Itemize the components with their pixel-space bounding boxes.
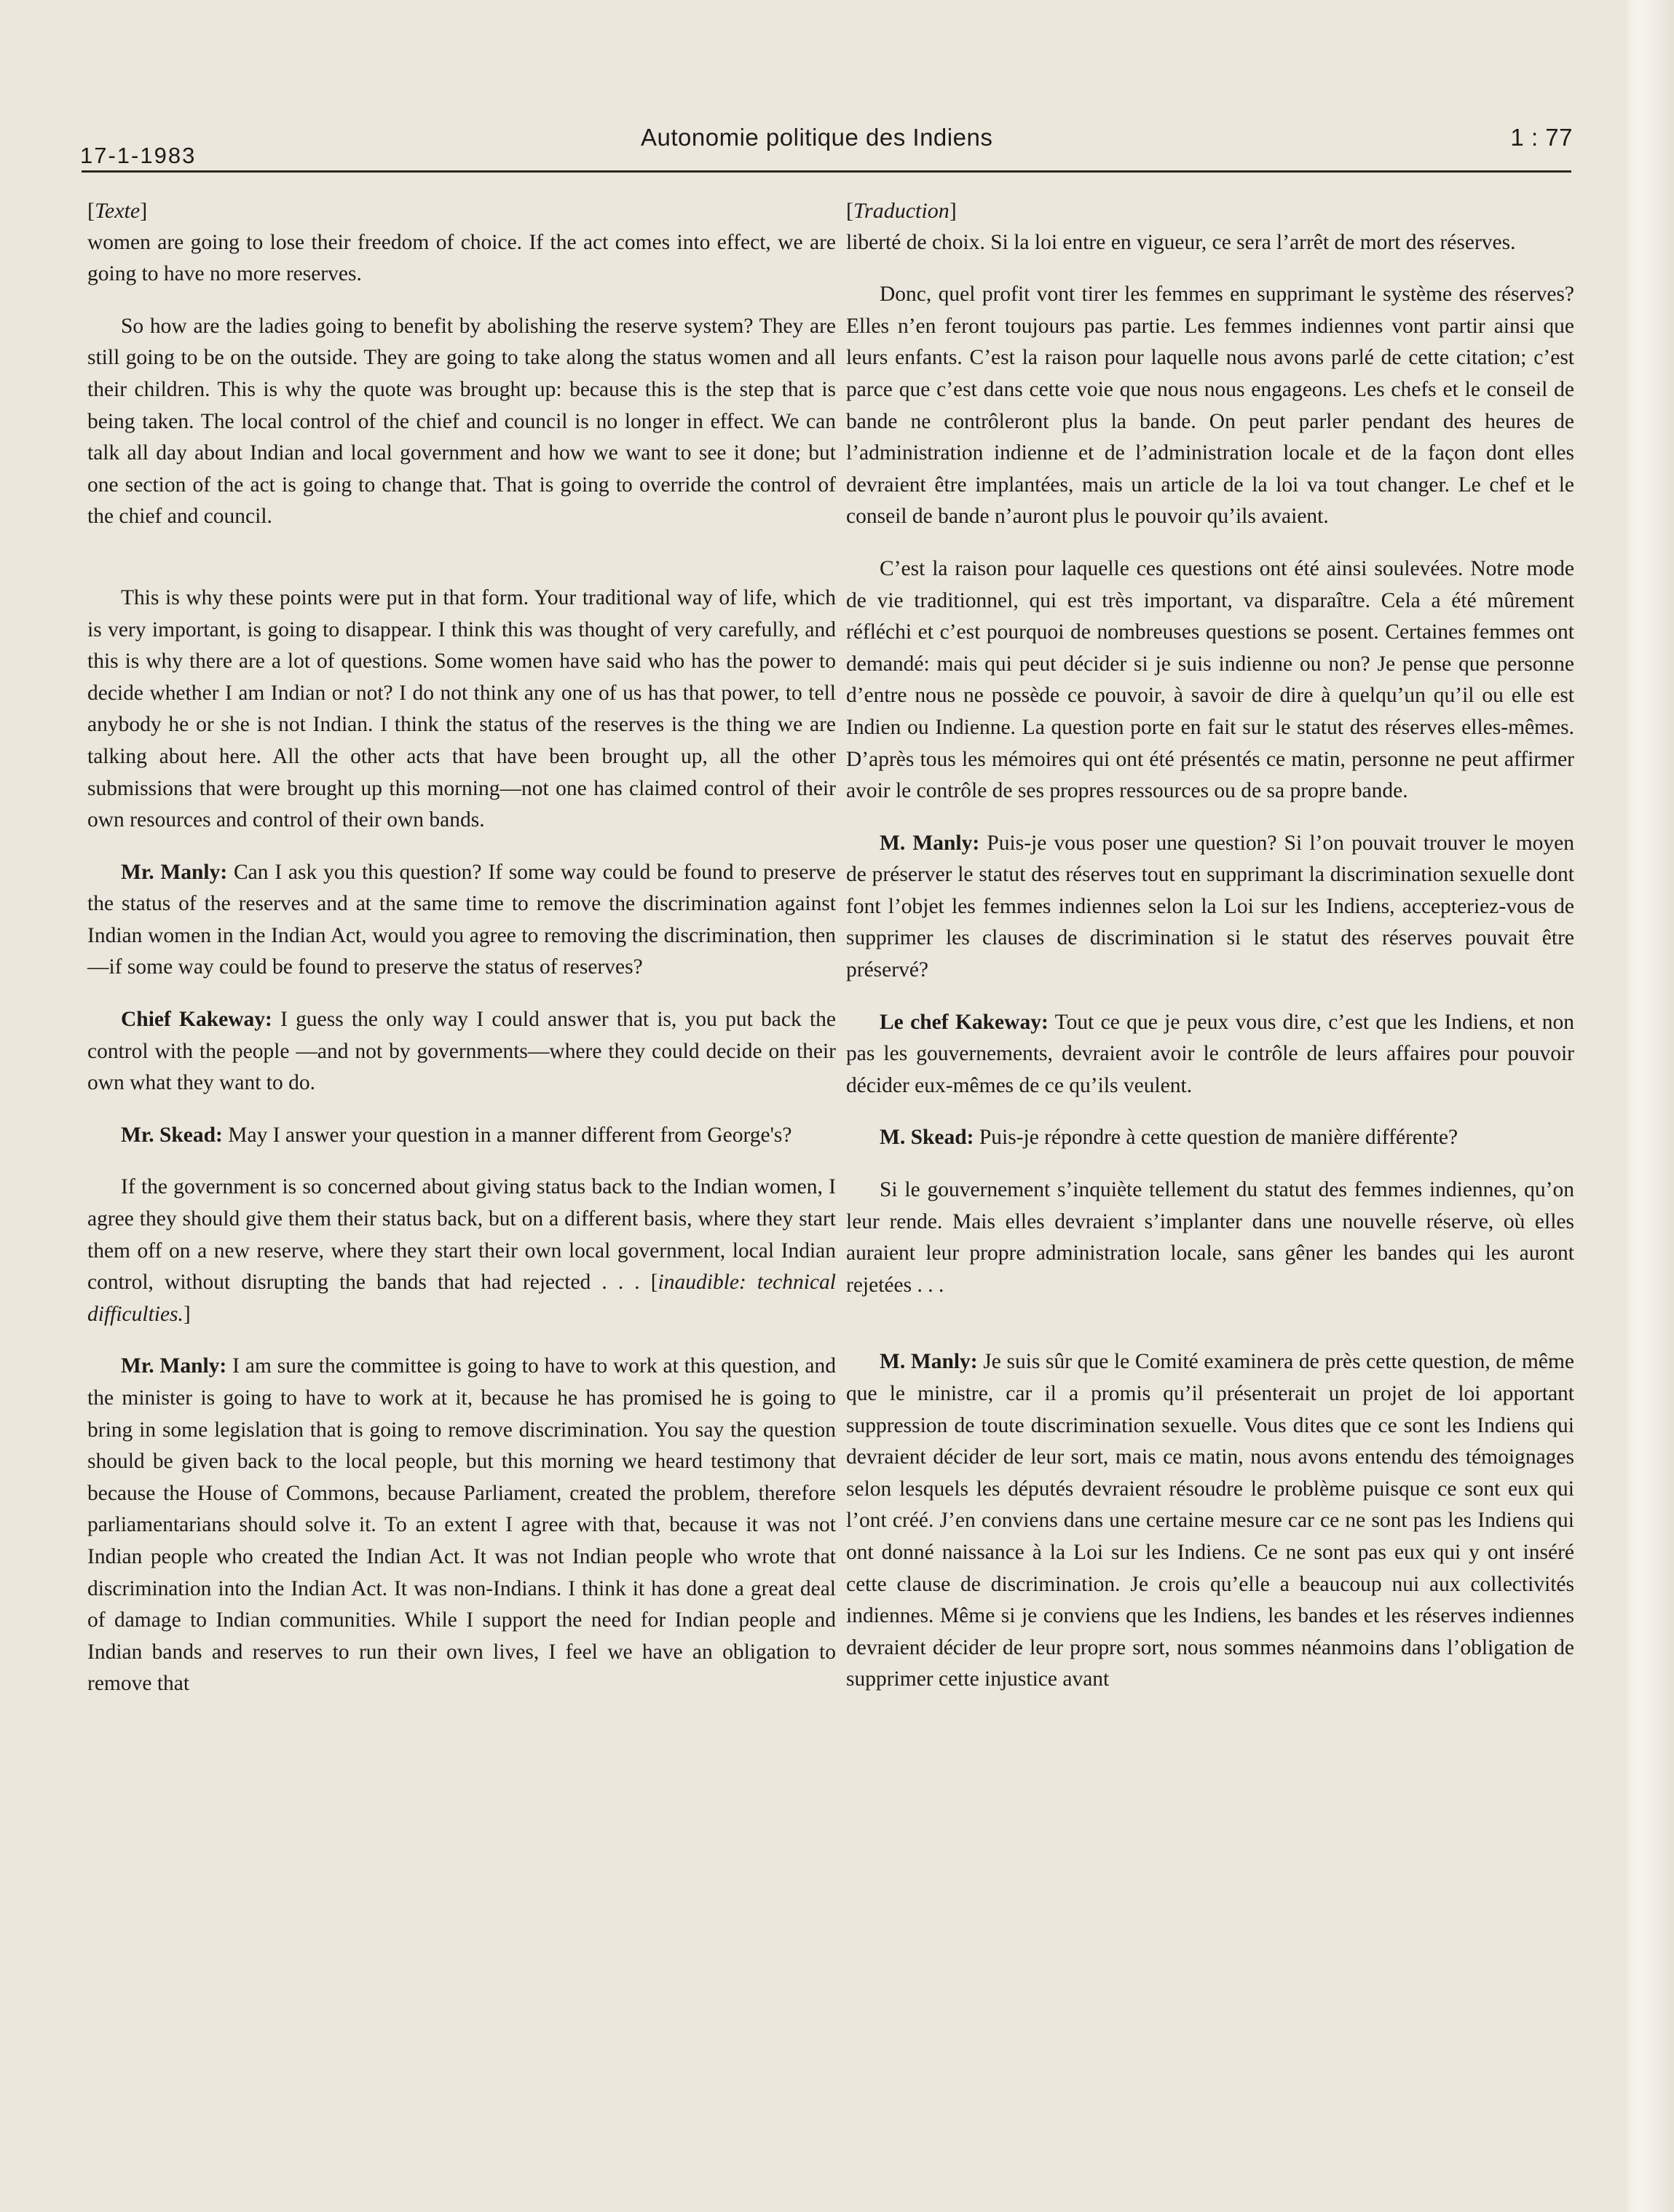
paragraph: If the government is so concerned about giving status back to the Indian women, I agree they should give them their status back, but on a different basis, where they start them off on a new reserve, where they start their own local government, local Indian control, without disrupting the bands that had rejected . . . [inaudible: technical difficulties.]	[87, 1175, 836, 1326]
speech-paragraph: M. Manly: Puis-je vous poser une question? Si l’on pouvait trouver le moyen de préserver le statut des réserves tout en supprimant la discrimination sexuelle dont font l’objet les femmes indiennes selon la Loi sur les Indiens, accepteriez-vous de supprimer les clauses de discrimination si le statut des réserves pouvait être préservé?	[846, 831, 1574, 982]
paragraph: Si le gouvernement s’inquiète tellement du statut des femmes indiennes, qu’on leur rende. Mais elles devraient s’implanter dans une nouvelle réserve, où elles auraient leur propre administration locale, sans gêner les bandes qui les auront rejetées . . .	[846, 1178, 1574, 1297]
section-tag-texte: [Texte]	[87, 199, 148, 223]
running-header	[80, 124, 1573, 167]
speaker-name: Mr. Manly:	[121, 1354, 227, 1378]
speaker-name: Mr. Manly:	[121, 860, 228, 884]
speech-paragraph: Mr. Manly: I am sure the committee is going to have to work at this question, and the minister is going to have to work at it, because he has promised he is going to bring in some legislation that is going to remove discrimination. You say the question should be given back to the local people, but this morning we heard testimony that because the House of Commons, because Parliament, created the problem, therefore parliamentarians should solve it. To an extent I agree with that, because it was not Indian people who created the Indian Act. It was not Indian people who wrote that discrimination into the Indian Act. It was non-Indians. I think it has done a great deal of damage to Indian communities. While I support the need for Indian people and Indian bands and reserves to run their own lives, I feel we have an obligation to remove that	[87, 1354, 836, 1696]
speaker-name: Le chef Kakeway:	[880, 1010, 1049, 1034]
speech-paragraph: M. Manly: Je suis sûr que le Comité examinera de près cette question, de même que le ministre, car il a promis qu’il présenterait un projet de loi apportant suppression de toute discrimination sexuelle. Vous dites que ce sont les Indiens qui devraient décider de leur sort, mais ce matin, nous avons entendu des témoignages selon lesquels les députés devraient résoudre le problème puisque ce sont eux qui l’ont créé. J’en conviens dans une certaine mesure car ce ne sont pas les Indiens qui ont donné naissance à la Loi sur les Indiens. Ce ne sont pas eux qui y ont inséré cette clause de discrimination. Je crois qu’elle a beaucoup nui aux collectivités indiennes. Même si je conviens que les Indiens, les bandes et les réserves indiennes devraient décider de leur propre sort, nous sommes néanmoins dans l’obligation de supprimer cette injustice avant	[846, 1350, 1574, 1691]
paragraph: So how are the ladies going to benefit by abolishing the reserve system? They are still going to be on the outside. They are going to take along the status women and all their children. This is why the quote was brought up: because this is the step that is being taken. The local control of the chief and council is no longer in effect. We can talk all day about Indian and local government and how we want to see it done; but one section of the act is going to change that. That is going to override the control of the chief and council.	[87, 314, 836, 529]
header-date: 17-1-1983	[80, 143, 197, 168]
speech-paragraph: Chief Kakeway: I guess the only way I could answer that is, you put back the control with the people —and not by governments—where they could decide on their own what they want to do.	[87, 1008, 836, 1095]
speech-paragraph: Mr. Skead: May I answer your question in a manner different from George's?	[121, 1123, 792, 1147]
english-column	[87, 195, 836, 1721]
speaker-name: Mr. Skead:	[121, 1123, 223, 1147]
spacer	[87, 553, 836, 582]
paragraph: C’est la raison pour laquelle ces questions ont été ainsi soulevées. Notre mode de vie traditionnel, qui est très important, va disparaître. Cela a été mûrement réfléchi et c’est pourquoi de nombreuses questions se posent. Certaines femmes ont demandé: mais qui peut décider si je suis indienne ou non? Je pense que personne d’entre nous ne possède ce pouvoir, à savoir de dire à quelqu’un qu’il ou elle est Indien ou Indienne. La question porte en fait sur le statut des réserves elles-mêmes. D’après tous les mémoires qui ont été présentés ce matin, personne ne peut affirmer avoir le contrôle de ses propres ressources ou de sa propre bande.	[846, 556, 1574, 803]
speaker-name: M. Manly:	[880, 831, 980, 855]
french-column	[846, 195, 1574, 1716]
editorial-note: inaudible: technical difficulties.	[87, 1271, 836, 1326]
speaker-name: M. Manly:	[880, 1350, 978, 1374]
speech-paragraph: Mr. Manly: Can I ask you this question? If some way could be found to preserve the status of the reserves and at the same time to remove the discrimination against Indian women in the Indian Act, would you agree to removing the discrimination, then—if some way could be found to preserve the status of reserves?	[87, 860, 836, 979]
speech-paragraph: M. Skead: Puis-je répondre à cette question de manière différente?	[880, 1126, 1458, 1150]
paragraph: women are going to lose their freedom of choice. If the act comes into effect, we are going to have no more reserves.	[87, 230, 836, 286]
speech-paragraph: Le chef Kakeway: Tout ce que je peux vous dire, c’est que les Indiens, et non pas les gouvernements, devraient avoir le contrôle de leurs affaires pour pouvoir décider eux-mêmes de ce qu’ils veulent.	[846, 1010, 1574, 1097]
speaker-name: Chief Kakeway:	[121, 1008, 272, 1032]
spacer	[846, 1322, 1574, 1346]
header-rule	[82, 170, 1571, 173]
paragraph: Donc, quel profit vont tirer les femmes en supprimant le système des réserves? Elles n’en feront toujours pas partie. Les femmes indiennes vont partir ainsi que leurs enfants. C’est la raison pour laquelle nous avons parlé de cette citation; c’est parce que c’est dans cette voie que nous nous engageons. Les chefs et le conseil de bande ne contrôleront plus la bande. On peut parler pendant des heures de l’administration indienne et de l’administration locale et de la façon dont elles devraient être implantées, mais un article de la loi va tout changer. Le chef et le conseil de bande n’auront plus le pouvoir qu’ils avaient.	[846, 283, 1574, 529]
paragraph: liberté de choix. Si la loi entre en vigueur, ce sera l’arrêt de mort des réserves.	[846, 230, 1516, 254]
section-tag-traduction: [Traduction]	[846, 199, 957, 223]
speaker-name: M. Skead:	[880, 1126, 974, 1150]
header-title: Autonomie politique des Indiens	[641, 124, 993, 151]
header-page-number: 1 : 77	[1510, 124, 1573, 151]
page-edge	[1627, 0, 1674, 2212]
paragraph: This is why these points were put in that form. Your traditional way of life, which is very important, is going to disappear. I think this was thought of very carefully, and this is why there are a lot of questions. Some women have said who has the power to decide whether I am Indian or not? I do not think any one of us has that power, to tell anybody he or she is not Indian. I think the status of the reserves is the thing we are talking about here. All the other acts that have been brought up, all the other submissions that were brought up this morning—not one has claimed control of their own resources and control of their own bands.	[87, 585, 836, 832]
